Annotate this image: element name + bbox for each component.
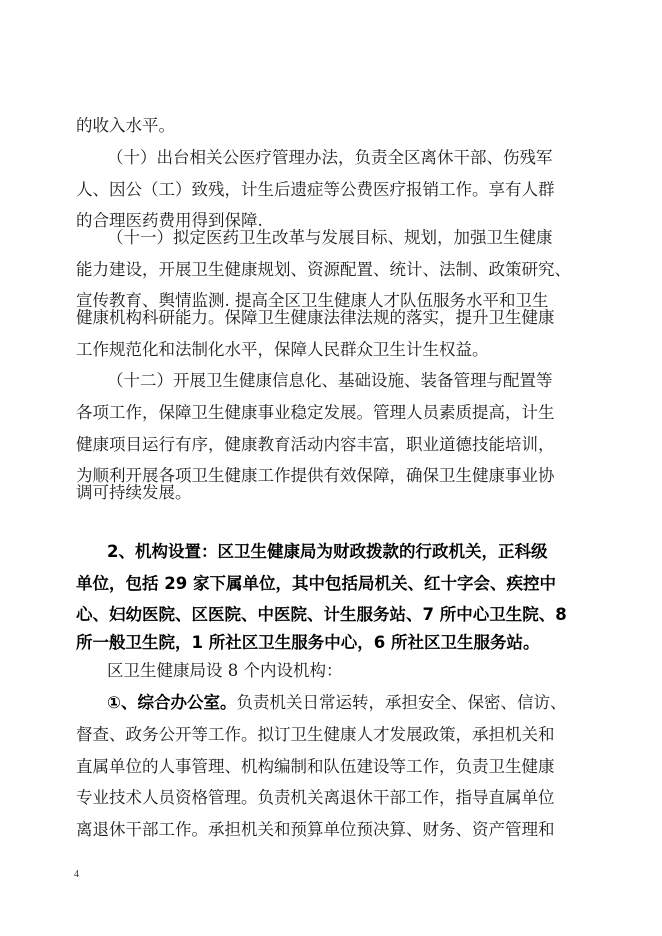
text-line: 宣传教育、舆情监测. 提高全区卫生健康人才队伍服务水平和卫生 bbox=[76, 291, 549, 310]
text-line: 调可持续发展。 bbox=[76, 483, 192, 502]
text-line: 健康机构科研能力。保障卫生健康法律法规的落实，提升卫生健康 bbox=[76, 308, 555, 327]
section-heading: 心、妇幼医院、区医院、中医院、计生服务站、7 所中心卫生院、8 bbox=[76, 605, 567, 624]
text-line: 专业技术人员资格管理。负责机关离退休干部工作，指导直属单位 bbox=[76, 788, 555, 807]
page-number: 4 bbox=[74, 869, 79, 880]
text-line: 各项工作，保障卫生健康事业稳定发展。管理人员素质提高，计生 bbox=[76, 403, 555, 422]
text-line: 人、因公（工）致残，计生后遗症等公费医疗报销工作。享有人群 bbox=[76, 180, 555, 199]
text-line: 的合理医药费用得到保障. bbox=[76, 211, 263, 230]
text-line: 能力建设，开展卫生健康规划、资源配置、统计、法制、政策研究、 bbox=[76, 260, 571, 279]
text-line: （十一）拟定医药卫生改革与发展目标、规划，加强卫生健康 bbox=[107, 228, 553, 247]
text-line: （十二）开展卫生健康信息化、基础设施、装备管理与配置等 bbox=[107, 371, 553, 390]
office-text: 负责机关日常运转，承担安全、保密、信访、 bbox=[236, 693, 567, 712]
section-heading: 单位，包括 29 家下属单位，其中包括局机关、红十字会、疾控中 bbox=[76, 574, 556, 593]
text-line: 工作规范化和法制化水平，保障人民群众卫生计生权益。 bbox=[76, 340, 489, 359]
office-title: ①、综合办公室。 bbox=[107, 693, 237, 712]
text-line: 健康项目运行有序，健康教育活动内容丰富，职业道德技能培训， bbox=[76, 435, 555, 454]
text-line: 为顺利开展各项卫生健康工作提供有效保障，确保卫生健康事业协 bbox=[76, 466, 555, 485]
text-line: 直属单位的人事管理、机构编制和队伍建设等工作，负责卫生健康 bbox=[76, 757, 555, 776]
section-heading: 2、机构设置：区卫生健康局为财政拨款的行政机关，正科级 bbox=[107, 542, 548, 561]
intro-line: 区卫生健康局设 8 个内设机构： bbox=[107, 661, 343, 680]
text-line: 的收入水平。 bbox=[76, 116, 175, 135]
text-line: （十）出台相关公医疗管理办法，负责全区离休干部、伤残军 bbox=[107, 148, 553, 167]
office-first-line bbox=[107, 691, 566, 715]
text-line: 督查、政务公开等工作。拟订卫生健康人才发展政策，承担机关和 bbox=[76, 725, 555, 744]
text-line: 离退休干部工作。承担机关和预算单位预决算、财务、资产管理和 bbox=[76, 820, 555, 839]
section-heading: 所一般卫生院，1 所社区卫生服务中心，6 所社区卫生服务站。 bbox=[76, 633, 540, 652]
